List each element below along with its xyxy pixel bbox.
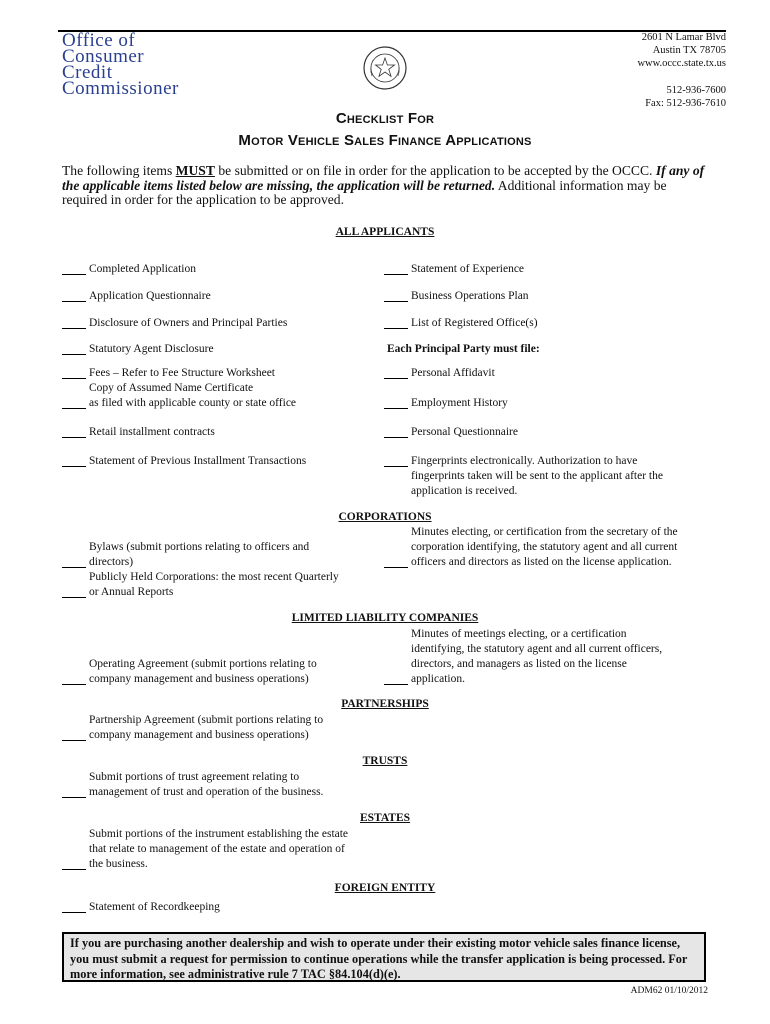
logo-line-3: Credit (62, 62, 113, 83)
checklist-item: Completed Application (89, 263, 196, 275)
checkbox-blank[interactable] (62, 869, 86, 870)
intro-must: MUST (175, 163, 215, 178)
page-title-line-2: Motor Vehicle Sales Finance Applications (238, 132, 532, 149)
partnerships-item (62, 713, 382, 747)
checklist-item: directors) (89, 556, 134, 568)
checklist-item: Personal Questionnaire (411, 426, 518, 438)
intro-paragraph (62, 164, 712, 208)
checkbox-blank[interactable] (384, 301, 408, 302)
checklist-item: Submit portions of trust agreement relating to (89, 771, 300, 783)
checklist-item: Fingerprints electronically. Authorization to have (411, 455, 638, 467)
checkbox-blank[interactable] (384, 437, 408, 438)
checklist-item: as filed with applicable county or state office (89, 397, 297, 409)
address-city: Austin TX 78705 (652, 45, 726, 56)
checkbox-blank[interactable] (62, 378, 86, 379)
checkbox-blank[interactable] (62, 301, 86, 302)
checkbox-blank[interactable] (62, 740, 86, 741)
foreign-entity-item (62, 900, 382, 918)
checkbox-blank[interactable] (62, 274, 86, 275)
trusts-item (62, 770, 382, 804)
occc-logo (62, 30, 222, 99)
checklist-item: Statement of Previous Installment Transactions (89, 455, 307, 467)
checkbox-blank[interactable] (62, 797, 86, 798)
intro-text-3: Additional information may be required in order for the application to be approved. (62, 177, 667, 207)
checkbox-blank[interactable] (384, 408, 408, 409)
llc-right-column (384, 627, 714, 691)
checklist-item: Statement of Recordkeeping (89, 901, 220, 913)
checkbox-blank[interactable] (62, 408, 86, 409)
checkbox-blank[interactable] (62, 437, 86, 438)
checklist-item: Application Questionnaire (89, 290, 211, 302)
section-foreign-entity: FOREIGN ENTITY (334, 882, 436, 894)
estates-item (62, 827, 382, 877)
checklist-item: Fees – Refer to Fee Structure Worksheet (89, 367, 276, 379)
checkbox-blank[interactable] (62, 567, 86, 568)
checkbox-blank[interactable] (384, 684, 408, 685)
principal-party-heading: Each Principal Party must file: (387, 343, 540, 355)
logo-line-2: Consumer (62, 46, 145, 67)
address-street: 2601 N Lamar Blvd (641, 32, 726, 43)
checklist-item: officers and directors as listed on the license application. (411, 556, 672, 568)
checklist-item: Employment History (411, 397, 508, 409)
checklist-item: application. (411, 673, 465, 685)
llc-left-column (62, 657, 382, 691)
corporations-left-column (62, 540, 382, 604)
checklist-item: Minutes electing, or certification from the secretary of the (411, 526, 678, 538)
logo-line-4: Commissioner (62, 78, 179, 99)
header-rule (58, 30, 726, 32)
checklist-item: fingerprints taken will be sent to the applicant after the (411, 470, 663, 482)
texas-seal-icon (363, 46, 407, 90)
checklist-item: Statutory Agent Disclosure (89, 343, 214, 355)
checklist-item: Partnership Agreement (submit portions relating to (89, 714, 324, 726)
agency-address (637, 31, 726, 110)
checklist-item: the business. (89, 858, 148, 870)
checkbox-blank[interactable] (384, 378, 408, 379)
agency-website[interactable]: www.occc.state.tx.us (637, 58, 726, 69)
form-code: ADM62 01/10/2012 (630, 986, 708, 996)
checklist-item: company management and business operations) (89, 673, 309, 685)
section-partnerships: PARTNERSHIPS (341, 698, 429, 710)
logo-line-1: Office of (62, 30, 136, 51)
checklist-item: Statement of Experience (411, 263, 525, 275)
intro-text: The following items (62, 163, 176, 178)
checkbox-blank[interactable] (62, 684, 86, 685)
checklist-item: Bylaws (submit portions relating to officers and (89, 541, 310, 553)
checklist-item: Copy of Assumed Name Certificate (89, 382, 254, 394)
checkbox-blank[interactable] (62, 354, 86, 355)
checkbox-blank[interactable] (384, 567, 408, 568)
checkbox-blank[interactable] (62, 328, 86, 329)
checklist-item: Submit portions of the instrument establishing the estate (89, 828, 349, 840)
checklist-item: management of trust and operation of the business. (89, 786, 324, 798)
section-estates: ESTATES (359, 812, 411, 824)
checkbox-blank[interactable] (384, 328, 408, 329)
intro-text-2: be submitted or on file in order for the application to be accepted by the OCCC. (214, 163, 656, 178)
checklist-item: Business Operations Plan (411, 290, 529, 302)
agency-phone: 512-936-7600 (666, 85, 726, 96)
checklist-item: application is received. (411, 485, 518, 497)
checklist-item: Operating Agreement (submit portions relating to (89, 658, 317, 670)
checklist-item: company management and business operations) (89, 729, 309, 741)
checklist-item: Minutes of meetings electing, or a certification (411, 628, 627, 640)
checklist-item: corporation identifying, the statutory agent and all current (411, 541, 678, 553)
corporations-right-column (384, 525, 714, 575)
checklist-item: Disclosure of Owners and Principal Parties (89, 317, 288, 329)
agency-fax: Fax: 512-936-7610 (645, 98, 726, 109)
checklist-item: that relate to management of the estate and operation of (89, 843, 345, 855)
checkbox-blank[interactable] (62, 912, 86, 913)
checklist-item: or Annual Reports (89, 586, 174, 598)
checklist-item: Personal Affidavit (411, 367, 495, 379)
checkbox-blank[interactable] (384, 274, 408, 275)
checklist-item: List of Registered Office(s) (411, 317, 538, 329)
intro-warning: If any of the applicable items listed below are missing, the application will be returned. (62, 163, 705, 193)
checklist-item: Retail installment contracts (89, 426, 215, 438)
transfer-notice-box: If you are purchasing another dealership and wish to operate under their existing motor vehicle sales finance license, you must submit a request for permission to continue operations while the transfer application is being processed. For more information, see administrative rule 7 TAC §84.104(d)(e). (62, 932, 706, 982)
checklist-item: directors, and managers as listed on the license (411, 658, 627, 670)
section-trusts: TRUSTS (362, 755, 408, 767)
section-llc: LIMITED LIABILITY COMPANIES (291, 612, 479, 624)
section-all-applicants: ALL APPLICANTS (335, 226, 435, 238)
checklist-item: Publicly Held Corporations: the most recent Quarterly (89, 571, 339, 583)
checkbox-blank[interactable] (62, 597, 86, 598)
checklist-item: identifying, the statutory agent and all current officers, (411, 643, 663, 655)
checkbox-blank[interactable] (62, 466, 86, 467)
page-title-line-1: Checklist For (335, 110, 435, 127)
checkbox-blank[interactable] (384, 466, 408, 467)
section-corporations: CORPORATIONS (338, 511, 432, 523)
